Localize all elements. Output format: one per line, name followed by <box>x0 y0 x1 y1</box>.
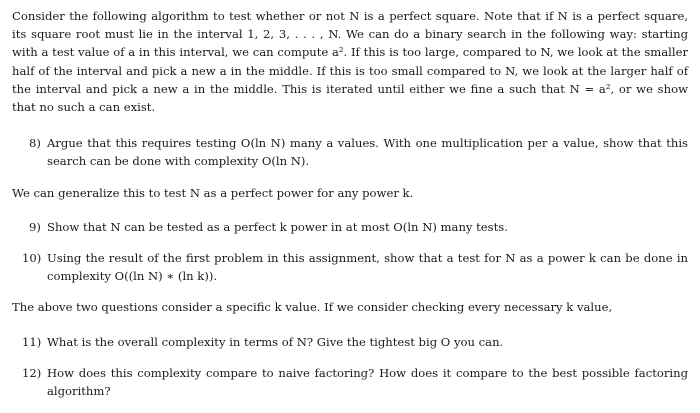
question-number: 10) <box>22 251 42 266</box>
generalize-paragraph: We can generalize this to test N as a perfect power for any power k. <box>12 185 414 200</box>
intro-paragraph: Consider the following algorithm to test whether or not N is a perfect square. Note that if N is a perfect square, its square root must lie in the interval 1, 2, 3, . . . , N. We can do a binary search in the following way: starting with a test value of a in this interval, we can compute a². If this is too large, compared to N, we look at the smaller half of the interval and pick a new a in the middle. If this is too small compared to N, we look at the larger half of the interval and pick a new a in the middle. This is iterated until either we fine a such that N = a², or we show that no such a can exist. <box>12 9 688 115</box>
question-11 <box>14 333 688 351</box>
question-9 <box>14 218 688 236</box>
question-number: 12) <box>22 365 42 380</box>
question-8 <box>14 134 688 170</box>
question-text: What is the overall complexity in terms of N? Give the tightest big O you can. <box>47 334 504 349</box>
question-number: 8) <box>29 136 41 151</box>
question-number: 11) <box>22 334 42 349</box>
question-text: Argue that this requires testing O(ln N) many a values. With one multiplication per a value, show that this search can be done with complexity O(ln N). <box>47 136 688 169</box>
question-text: How does this complexity compare to naive factoring? How does it compare to the best possible factoring algorithm? <box>47 365 688 399</box>
question-text: Show that N can be tested as a perfect k power in at most O(ln N) many tests. <box>47 219 508 234</box>
above-paragraph: The above two questions consider a specific k value. If we consider checking every necessary k value, <box>12 300 613 315</box>
question-number: 9) <box>29 219 41 234</box>
question-text: Using the result of the first problem in this assignment, show that a test for N as a power k can be done in complexity O((ln N) ∗ (ln k)). <box>47 251 688 284</box>
question-10 <box>14 249 688 285</box>
question-12 <box>14 364 688 400</box>
